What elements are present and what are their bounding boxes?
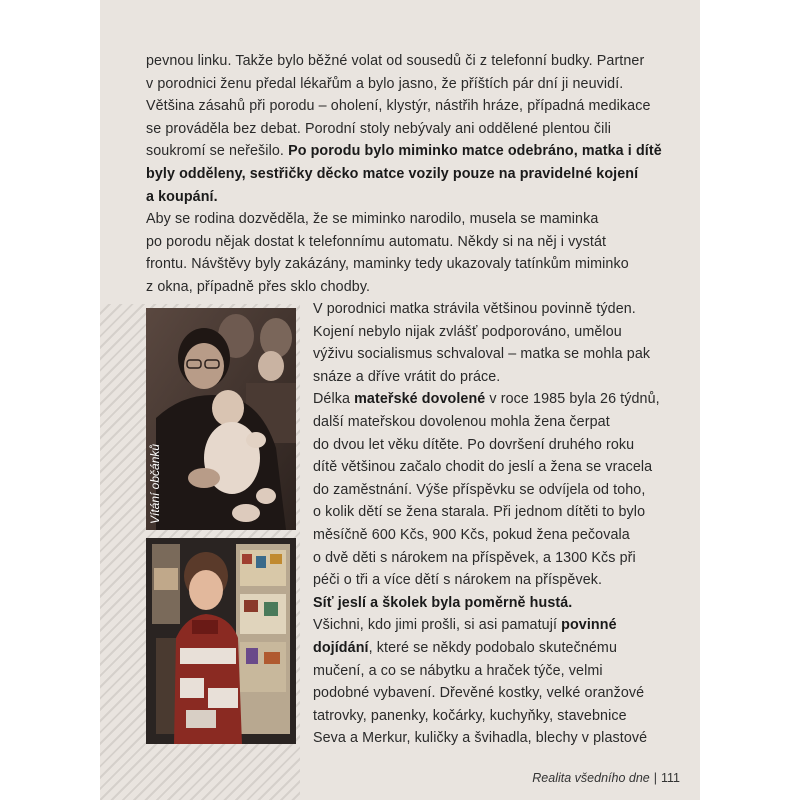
bold-segment: mateřské dovolené (354, 391, 486, 408)
text-line: pevnou linku. Takže bylo běžné volat od sousedů či z telefonní budky. Partner (146, 53, 645, 69)
text-segment: v roce 1985 byla 26 týdnů, (485, 391, 660, 408)
text-line: do zaměstnání. Výše příspěvku se odvíjela od toho, (313, 481, 646, 498)
bold-segment: Po porodu bylo miminko matce odebráno, matka i dítě (288, 143, 662, 160)
photo-illustration (146, 538, 296, 744)
text-line: do dvou let věku dítěte. Po dovršení druhého roku (313, 436, 635, 453)
bold-segment: Síť jeslí a školek byla poměrně hustá. (313, 594, 573, 611)
text-segment: , které se někdy podobalo skutečnému (368, 639, 617, 656)
text-line: Kojení nebylo nijak zvlášť podporováno, umělou (313, 323, 622, 340)
text-line: o dvě děti s nárokem na příspěvek, a 1300 Kčs při (313, 549, 636, 566)
text-line (313, 388, 683, 411)
top-text-block (146, 50, 676, 299)
text-line: výživu socialismus schvaloval – matka se mohla pak (313, 346, 651, 363)
text-line: po porodu nějak dostat k telefonnímu automatu. Někdy si na něj i vystát (146, 233, 607, 250)
text-line: měsíčně 600 Kčs, 900 Kčs, pokud žena pečovala (313, 526, 630, 543)
text-line (146, 163, 676, 186)
text-line: V porodnici matka strávila většinou povinně týden. (313, 301, 636, 317)
text-line: v porodnici ženu předal lékařům a bylo jasno, že příštích pár dní ji neuvidí. (146, 75, 624, 92)
photo-caption: Vítání občánků (148, 443, 162, 524)
text-line: Většina zásahů při porodu – oholení, klystýr, nástřih hráze, případná medikace (146, 98, 651, 115)
page-footer (532, 771, 680, 785)
text-line: mučení, a co se nábytku a hraček týče, velmi (313, 662, 603, 679)
text-line: další mateřskou dovolenou mohla žena čerpat (313, 413, 610, 430)
bold-segment: povinné (561, 617, 617, 634)
text-line (313, 614, 683, 637)
text-line: dítě většinou začalo chodit do jeslí a žena se vracela (313, 459, 653, 476)
text-line: frontu. Návštěvy byly zakázány, maminky tedy ukazovaly tatínkům miminko (146, 256, 629, 273)
running-section-title: Realita všedního dne (532, 771, 650, 785)
text-line (313, 637, 683, 660)
text-line (313, 592, 683, 615)
text-line: se prováděla bez debat. Porodní stoly nebývaly ani oddělené plentou čili (146, 120, 612, 137)
bold-segment: a koupání. (146, 188, 218, 205)
text-line: snáze a dříve vrátit do práce. (313, 368, 501, 385)
text-line: o kolik dětí se žena starala. Při jednom dítěti to bylo (313, 504, 646, 521)
text-segment: Všichni, kdo jimi prošli, si asi pamatují (313, 617, 562, 634)
text-line: podobné vybavení. Dřevěné kostky, velké oranžové (313, 685, 645, 702)
footer-separator: | (653, 771, 657, 785)
text-line: péči o tři a více dětí s nárokem na příspěvek. (313, 572, 603, 589)
photo-illustration (146, 308, 296, 530)
text-line (146, 186, 676, 209)
text-line: tatrovky, panenky, kočárky, kuchyňky, stavebnice (313, 707, 627, 724)
text-line: Aby se rodina dozvěděla, že se miminko narodilo, musela se maminka (146, 211, 599, 228)
text-segment: Délka (313, 391, 355, 408)
text-segment: soukromí se neřešilo. (146, 143, 289, 160)
bold-segment: dojídání (313, 639, 369, 656)
text-line: z okna, případně přes sklo chodby. (146, 278, 371, 295)
bold-segment: byly odděleny, sestřičky děcko matce vozily pouze na pravidelné kojení (146, 165, 639, 182)
text-line: Seva a Merkur, kuličky a švihadla, blechy v plastové (313, 730, 648, 747)
page-number: 111 (660, 771, 680, 785)
text-line (146, 140, 676, 163)
right-text-column (313, 298, 683, 750)
photo-child-in-sweater (146, 538, 296, 744)
photo-welcoming-citizens (146, 308, 296, 530)
book-page (100, 0, 700, 800)
